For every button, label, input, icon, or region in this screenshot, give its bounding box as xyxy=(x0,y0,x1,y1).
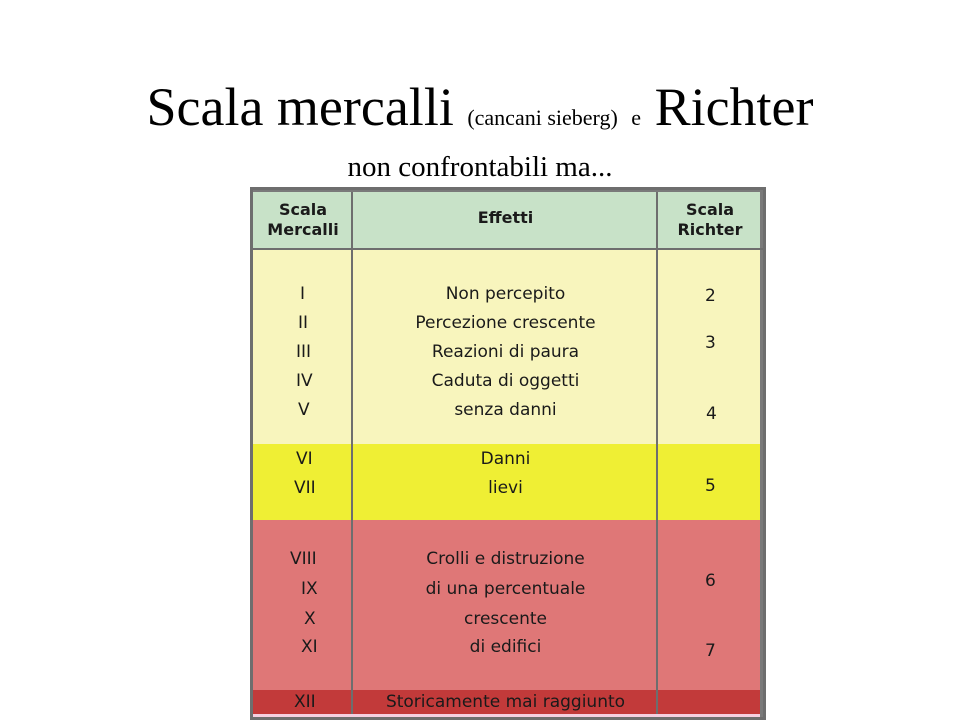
mercalli-value: I xyxy=(300,284,306,304)
effect-text: Storicamente mai raggiunto xyxy=(385,692,626,712)
title-scala-mercalli: Scala mercalli xyxy=(146,77,454,137)
comparison-table xyxy=(250,187,766,720)
mercalli-value: V xyxy=(298,400,310,420)
header-richter-line1: Scala xyxy=(685,200,735,219)
effect-text: di edifici xyxy=(469,637,542,657)
effect-text: Danni xyxy=(480,449,531,469)
effect-text: Percezione crescente xyxy=(415,313,596,333)
slide-subtitle: non confrontabili ma... xyxy=(347,151,613,183)
richter-value: 2 xyxy=(705,286,716,306)
mercalli-value: XI xyxy=(301,637,318,657)
mercalli-value: XII xyxy=(294,692,316,712)
mercalli-value: III xyxy=(296,342,312,362)
header-scala-richter xyxy=(660,200,760,240)
richter-value: 3 xyxy=(705,333,716,353)
header-mercalli-line2: Mercalli xyxy=(267,220,339,239)
header-scala-mercalli xyxy=(253,200,353,240)
effect-text: di una percentuale xyxy=(425,579,586,599)
mercalli-value: X xyxy=(304,609,316,629)
title-conjunction: e xyxy=(631,105,642,130)
effect-text: Reazioni di paura xyxy=(431,342,580,362)
richter-value: 6 xyxy=(705,571,716,591)
title-richter: Richter xyxy=(654,77,814,137)
table-bottom-strip xyxy=(253,714,760,720)
header-richter-line2: Richter xyxy=(677,220,743,239)
effect-text: crescente xyxy=(464,609,547,629)
header-mercalli-line1: Scala xyxy=(278,200,328,219)
richter-value: 5 xyxy=(705,476,716,496)
effect-text: lievi xyxy=(488,478,523,498)
mercalli-value: II xyxy=(298,313,309,333)
high-intensity-band xyxy=(253,520,760,690)
title-cancani-sieberg: (cancani sieberg) xyxy=(467,105,618,130)
header-effetti: Effetti xyxy=(477,208,534,227)
effect-text: senza danni xyxy=(454,400,557,420)
effect-text: Caduta di oggetti xyxy=(431,371,580,391)
mercalli-value: VII xyxy=(294,478,316,498)
slide-title xyxy=(0,74,960,151)
mercalli-value: VI xyxy=(296,449,313,469)
mercalli-value: VIII xyxy=(290,549,317,569)
effect-text: Crolli e distruzione xyxy=(426,549,585,569)
header-divider xyxy=(250,248,766,250)
richter-value: 7 xyxy=(705,641,716,661)
mercalli-value: IX xyxy=(301,579,318,599)
effect-text: Non percepito xyxy=(445,284,566,304)
richter-value: 4 xyxy=(706,404,717,424)
mercalli-value: IV xyxy=(296,371,313,391)
